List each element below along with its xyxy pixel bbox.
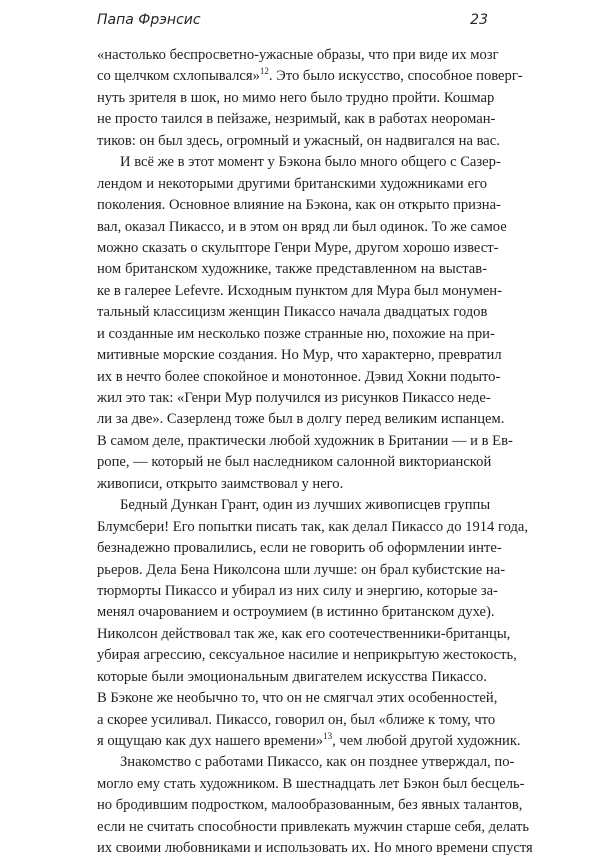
line-text: митивные морские создания. Но Мур, что характерно, превратил [97,347,502,364]
line-text: со щелчком схлопывался» [97,68,260,85]
line-text-continued: . Это было искусство, способное поверг- [268,68,523,85]
line-text: ропе, — который не был наследником салонной викторианской [97,454,492,471]
footnote-marker: 12 [259,66,269,77]
line-text: если не считать способности привлекать мужчин старше себя, делать [97,818,529,835]
text-line [97,452,492,473]
text-line [97,495,491,516]
text-line [97,66,523,87]
text-line [97,474,487,495]
line-text: менял очарованием и остроумием (в истинно британском духе). [97,604,495,621]
line-text: В Бэконе же необычно то, что он не смягчал этих особенностей, [97,690,498,707]
text-line [97,517,529,538]
line-text: безнадежно провалились, если не говорить об оформлении инте- [97,540,502,557]
line-text: вал, оказал Пикассо, и в этом он вряд ли был одинок. То же самое [97,218,507,235]
line-text: нуть зрителя в шок, но мимо него было трудно пройти. Кошмар [97,89,495,106]
line-text: Блумсбери! Его попытки писать так, как делал Пикассо до 1914 года, [97,518,529,535]
line-text: рьеров. Дела Бена Николсона шли лучше: он брал кубистские на- [97,561,506,578]
text-line [97,795,523,816]
text-line [97,602,495,623]
text-line [97,345,502,366]
line-text: ном британском художнике, также представленном на выстав- [97,261,487,278]
text-line [97,388,491,409]
line-text: лендом и некоторыми другими британскими художниками его [97,175,487,192]
text-line [97,817,529,838]
line-text: ли за две». Сазерленд тоже был в долгу перед великим испанцем. [97,411,505,428]
text-line [97,431,513,452]
line-text: ке в галерее Lefevre. Исходным пунктом для Мура был монумен- [97,282,502,299]
text-line [97,174,487,195]
text-line [97,710,496,731]
line-text: «настолько беспросветно-ужасные образы, что при виде их мозг [97,47,499,63]
text-line [97,152,501,173]
line-text: их в нечто более спокойное и монотонное. Дэвид Хокни подыто- [97,368,501,385]
line-text: я ощущаю как дух нашего времени» [97,733,324,749]
text-line [97,538,502,559]
text-line [97,259,487,280]
text-line [97,774,525,795]
line-text: жил это так: «Генри Мур получился из рисунков Пикассо неде- [97,390,491,406]
line-text-continued: , чем любой другой художник. [332,733,521,749]
text-line [97,45,499,66]
line-text: живописи, открыто заимствовал у него. [97,475,344,492]
line-text: тюрморты Пикассо и убирал из них силу и энергию, которые за- [97,582,498,599]
text-line [97,131,500,152]
line-text: В самом деле, практически любой художник в Британии — и в Ев- [97,432,513,449]
text-line [97,324,495,345]
text-line [97,560,506,581]
body-text [97,45,533,860]
text-line [97,409,505,430]
text-line [97,731,521,752]
text-line [97,688,498,709]
line-text: Знакомство с работами Пикассо, как он позднее утверждал, по- [120,754,515,771]
page-number: 23 [470,12,488,28]
line-text: тальный классицизм женщин Пикассо начала двадцатых годов [97,304,488,321]
text-line [97,238,499,259]
line-text: но бродившим подростком, малообразованным, без явных талантов, [97,797,523,814]
text-line [97,752,515,773]
text-line [97,645,517,666]
line-text: которые были эмоциональным двигателем искусства Пикассо. [97,668,487,685]
text-line [97,109,496,130]
line-text: поколения. Основное влияние на Бэкона, как он открыто призна- [97,197,501,214]
text-line [97,302,487,323]
page-header [97,12,488,36]
line-text: не просто таился в пейзаже, незримый, как в работах неороман- [97,111,496,128]
line-text: а скорее усиливал. Пикассо, говорил он, был «ближе к тому, что [97,711,496,728]
footnote-marker: 13 [323,731,333,742]
text-line [97,281,502,302]
line-text: И всё же в этот момент у Бэкона было много общего с Сазер- [120,154,501,171]
line-text: и созданные им несколько позже странные ню, похожие на при- [97,325,495,342]
running-head: Папа Фрэнсис [97,12,201,28]
text-line [97,195,501,216]
line-text: можно сказать о скульпторе Генри Муре, другом хорошо извест- [97,239,499,256]
line-text: тиков: он был здесь, огромный и ужасный, он надвигался на вас. [97,132,500,149]
line-text: Бедный Дункан Грант, один из лучших живописцев группы [120,497,491,514]
text-line [97,367,501,388]
text-line [97,88,495,109]
line-text: их своими любовниками и использовать их. Но много времени спустя [97,840,533,857]
text-line [97,838,533,859]
text-line [97,624,511,645]
text-line [97,581,498,602]
text-line [97,217,507,238]
line-text: убирая агрессию, сексуальное насилие и неприкрытую жестокость, [97,647,517,664]
text-line [97,667,487,688]
line-text: могло ему стать художником. В шестнадцать лет Бэкон был бесцель- [97,775,525,792]
line-text: Николсон действовал так же, как его соотечественники-британцы, [97,625,511,642]
